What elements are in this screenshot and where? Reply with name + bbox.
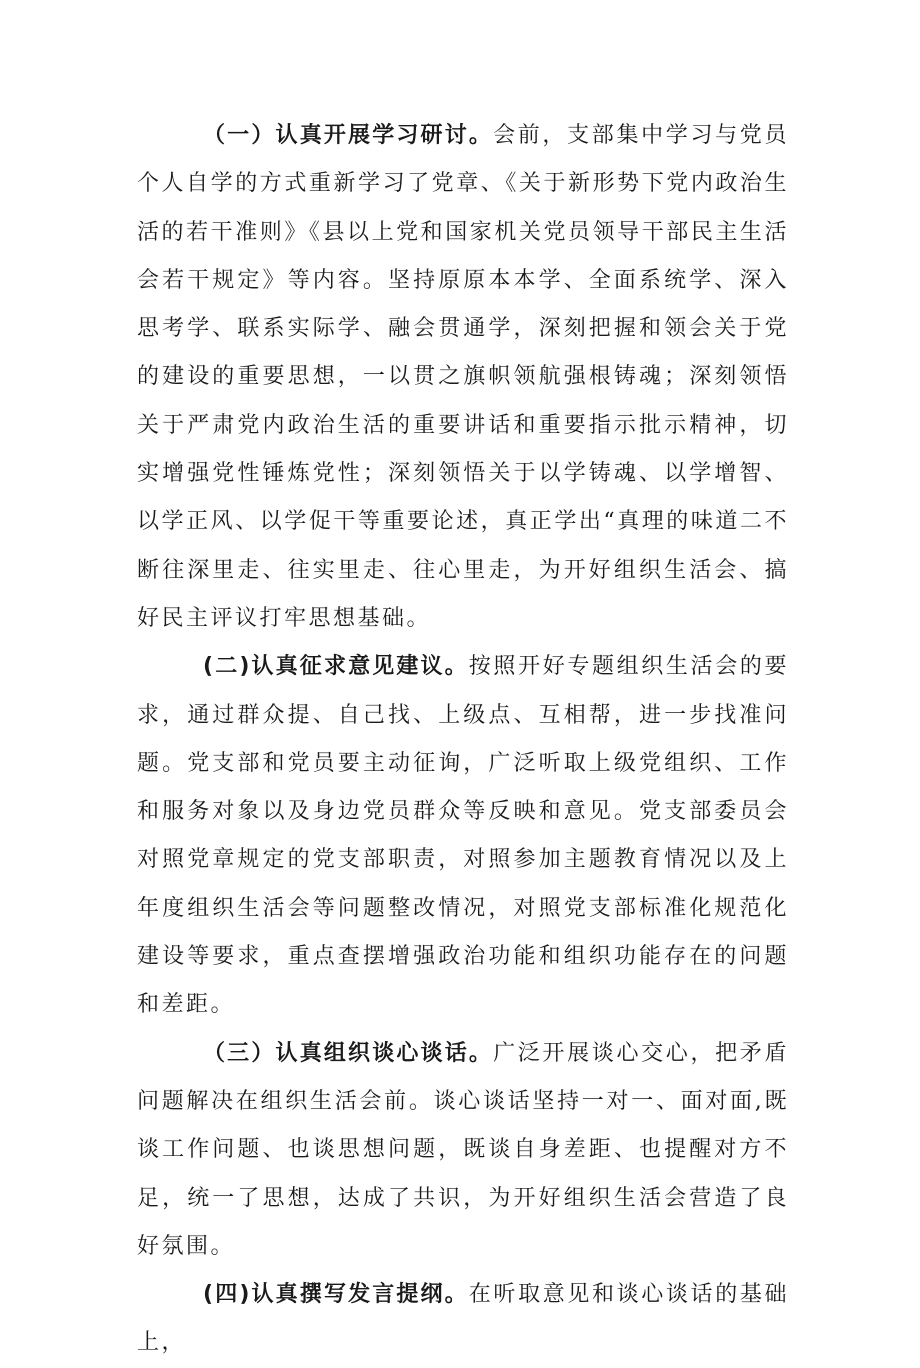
paragraph-4-heading: (四)认真撰写发言提纲。 — [203, 1282, 469, 1308]
paragraph-3 — [137, 1030, 789, 1271]
paragraph-3-body: 广泛开展谈心交心，把矛盾问题解决在组织生活会前。谈心谈话坚持一对一、面对面,既谈工作问题、也谈思想问题，既谈自身差距、也提醒对方不足，统一了思想，达成了共识，为开好组织生活会营造了良好氛围。 — [137, 1040, 789, 1259]
paragraph-3-heading: （三）认真组织谈心谈话。 — [203, 1040, 494, 1066]
paragraph-2-heading: (二)认真征求意见建议。 — [203, 654, 469, 680]
paragraph-2-body: 按照开好专题组织生活会的要求，通过群众提、自己找、上级点、互相帮，进一步找准问题。党支部和党员要主动征询，广泛听取上级党组织、工作和服务对象以及身边党员群众等反映和意见。党支部委员会对照党章规定的党支部职责，对照参加主题教育情况以及上年度组织生活会等问题整改情况，对照党支部标准化规范化建设等要求，重点查摆增强政治功能和组织功能存在的问题和差距。 — [137, 654, 789, 1018]
document-body — [137, 112, 789, 1368]
paragraph-4 — [137, 1271, 789, 1368]
paragraph-1 — [137, 112, 789, 643]
paragraph-1-body: 会前，支部集中学习与党员个人自学的方式重新学习了党章、《关于新形势下党内政治生活的若干准则》《县以上党和国家机关党员领导干部民主生活会若干规定》等内容。坚持原原本本学、全面系统学、深入思考学、联系实际学、融会贯通学，深刻把握和领会关于党的建设的重要思想，一以贯之旗帜领航强根铸魂；深刻领悟关于严肃党内政治生活的重要讲话和重要指示批示精神，切实增强党性锤炼党性；深刻领悟关于以学铸魂、以学增智、以学正风、以学促干等重要论述，真正学出“真理的味道二不断往深里走、往实里走、往心里走，为开好组织生活会、搞好民主评议打牢思想基础。 — [137, 123, 789, 631]
paragraph-4-body: 在听取意见和谈心谈话的基础上， — [137, 1282, 789, 1356]
paragraph-1-heading: （一）认真开展学习研讨。 — [203, 123, 494, 148]
paragraph-2 — [137, 643, 789, 1029]
